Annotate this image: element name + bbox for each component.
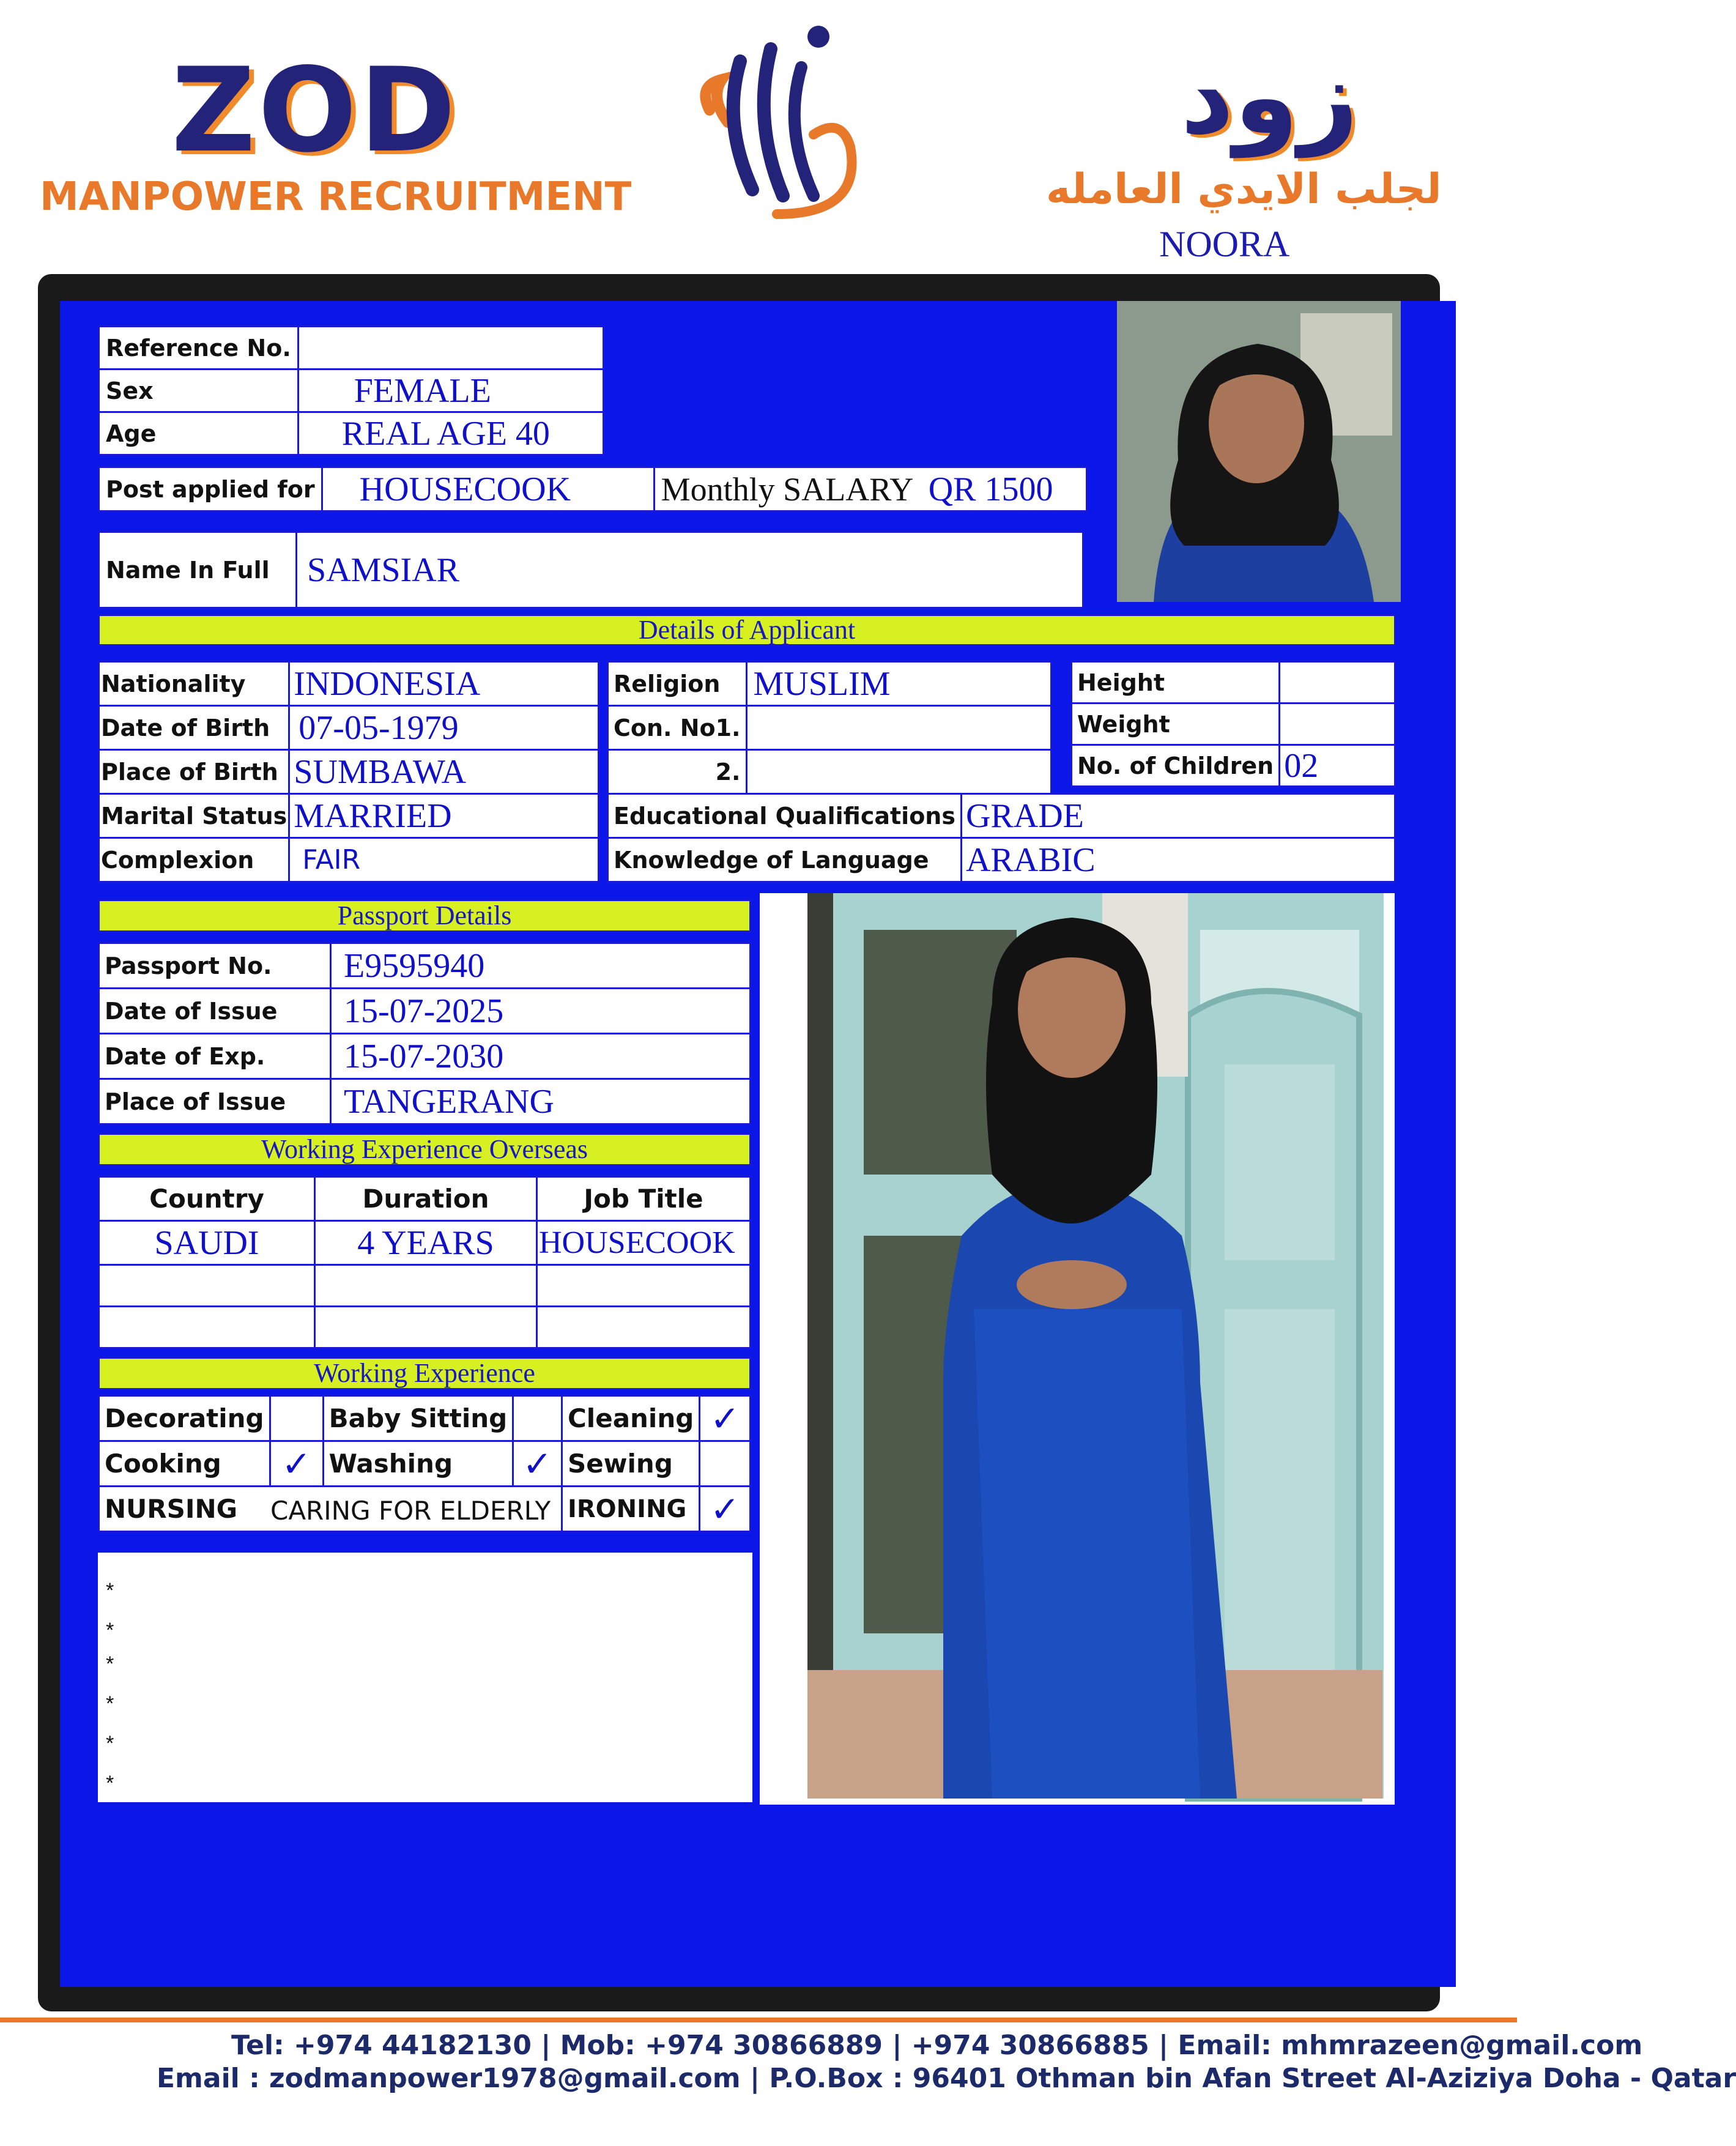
- agent-name: NOORA: [1159, 224, 1290, 264]
- experience-section-header: Working Experience: [98, 1357, 751, 1390]
- reference-value: [298, 327, 603, 369]
- education-language-table: [607, 793, 1396, 883]
- education-label: Educational Qualifications: [608, 794, 962, 838]
- complexion-value: FAIR: [289, 838, 599, 882]
- note-bullet: *: [106, 1579, 114, 1602]
- notes-box: [98, 1553, 752, 1802]
- contact2-value: [746, 750, 1052, 794]
- cleaning-check-icon: ✓: [700, 1396, 751, 1441]
- note-bullet: *: [106, 1732, 114, 1755]
- details-left-table: [98, 661, 599, 883]
- overseas-job-cell: HOUSECOOK: [537, 1221, 751, 1265]
- nationality-label: Nationality: [99, 662, 289, 706]
- brand-emblem-icon: [685, 12, 869, 245]
- footer-contact-line-2: Email : zodmanpower1978@gmail.com | P.O.Box : 96401 Othman bin Afan Street Al-Aziziya Doha - Qatar: [157, 2063, 1736, 2094]
- note-bullet: *: [106, 1692, 114, 1715]
- cooking-label: Cooking: [99, 1441, 270, 1487]
- dob-label: Date of Birth: [99, 706, 289, 750]
- details-religion-table: [607, 661, 1052, 795]
- age-label: Age: [99, 412, 299, 455]
- contact2-label: 2.: [608, 750, 747, 794]
- details-section-header: Details of Applicant: [98, 614, 1396, 646]
- age-value: REAL AGE 40: [298, 412, 603, 455]
- reference-label: Reference No.: [99, 327, 299, 369]
- passport-section-header: Passport Details: [98, 899, 751, 932]
- applicant-portrait-photo: [1117, 301, 1401, 602]
- baby-sitting-check: [513, 1396, 562, 1441]
- post-value: HOUSECOOK: [322, 467, 654, 511]
- overseas-table: [98, 1176, 751, 1349]
- decorating-check: [270, 1396, 323, 1441]
- note-bullet: *: [106, 1652, 114, 1676]
- marital-label: Marital Status: [99, 794, 289, 838]
- contact1-value: [746, 706, 1052, 750]
- religion-label: Religion: [608, 662, 747, 706]
- issue-place-label: Place of Issue: [99, 1079, 331, 1124]
- table-row: [99, 1265, 751, 1307]
- ironing-label: IRONING: [562, 1487, 699, 1532]
- brand-logo-text: ZOD: [171, 43, 459, 178]
- overseas-section-header: Working Experience Overseas: [98, 1133, 751, 1166]
- note-bullet: *: [106, 1619, 114, 1642]
- washing-label: Washing: [323, 1441, 513, 1487]
- issue-date-value: 15-07-2025: [331, 989, 751, 1034]
- cooking-check-icon: ✓: [270, 1441, 323, 1487]
- issue-place-value: TANGERANG: [331, 1079, 751, 1124]
- pob-label: Place of Birth: [99, 750, 289, 794]
- overseas-country-header: Country: [99, 1177, 315, 1221]
- name-table: [98, 531, 1084, 609]
- overseas-duration-header: Duration: [315, 1177, 537, 1221]
- children-label: No. of Children: [1072, 745, 1280, 787]
- nationality-value: INDONESIA: [289, 662, 599, 706]
- brand-subtitle: MANPOWER RECRUITMENT: [40, 174, 632, 220]
- expiry-date-label: Date of Exp.: [99, 1034, 331, 1079]
- note-bullet: *: [106, 1772, 114, 1795]
- name-label: Name In Full: [99, 532, 297, 608]
- weight-label: Weight: [1072, 704, 1280, 745]
- contact1-label: Con. No1.: [608, 706, 747, 750]
- sewing-check: [700, 1441, 751, 1487]
- footer-contact-line-1: Tel: +974 44182130 | Mob: +974 30866889 | +974 30866885 | Email: mhmrazeen@gmail.com: [231, 2030, 1643, 2061]
- language-value: ARABIC: [961, 838, 1395, 882]
- cleaning-label: Cleaning: [562, 1396, 699, 1441]
- issue-date-label: Date of Issue: [99, 989, 331, 1034]
- post-label: Post applied for: [99, 467, 322, 511]
- sewing-label: Sewing: [562, 1441, 699, 1487]
- language-label: Knowledge of Language: [608, 838, 962, 882]
- education-value: GRADE: [961, 794, 1395, 838]
- top-info-table: [98, 325, 604, 456]
- sex-label: Sex: [99, 369, 299, 412]
- details-physical-table: [1070, 661, 1396, 787]
- children-value: 02: [1280, 745, 1395, 787]
- nursing-label: NURSING: [99, 1487, 562, 1532]
- table-row: [99, 1221, 751, 1265]
- salary-value: QR 1500: [928, 470, 1053, 508]
- marital-value: MARRIED: [289, 794, 599, 838]
- applicant-full-body-photo: [760, 893, 1395, 1805]
- weight-value: [1280, 704, 1395, 745]
- passport-table: [98, 942, 751, 1125]
- arabic-subtitle: لجلب الايدي العامله: [1046, 165, 1442, 213]
- post-salary-table: [98, 466, 1088, 512]
- religion-value: MUSLIM: [746, 662, 1052, 706]
- footer-divider: [0, 2018, 1517, 2022]
- height-label: Height: [1072, 662, 1280, 704]
- table-row: [99, 1307, 751, 1348]
- overseas-duration-cell: 4 YEARS: [315, 1221, 537, 1265]
- overseas-country-cell: SAUDI: [99, 1221, 315, 1265]
- passport-no-label: Passport No.: [99, 943, 331, 989]
- baby-sitting-label: Baby Sitting: [323, 1396, 513, 1441]
- caring-elderly-label: CARING FOR ELDERLY: [270, 1496, 551, 1526]
- sex-value: FEMALE: [298, 369, 603, 412]
- overseas-job-header: Job Title: [537, 1177, 751, 1221]
- dob-value: 07-05-1979: [289, 706, 599, 750]
- decorating-label: Decorating: [99, 1396, 270, 1441]
- salary-label: Monthly SALARY: [661, 470, 914, 508]
- washing-check-icon: ✓: [513, 1441, 562, 1487]
- pob-value: SUMBAWA: [289, 750, 599, 794]
- name-value: SAMSIAR: [297, 532, 1083, 608]
- ironing-check-icon: ✓: [700, 1487, 751, 1532]
- expiry-date-value: 15-07-2030: [331, 1034, 751, 1079]
- passport-no-value: E9595940: [331, 943, 751, 989]
- arabic-brand-logo-text: زود: [1181, 37, 1359, 158]
- height-value: [1280, 662, 1395, 704]
- complexion-label: Complexion: [99, 838, 289, 882]
